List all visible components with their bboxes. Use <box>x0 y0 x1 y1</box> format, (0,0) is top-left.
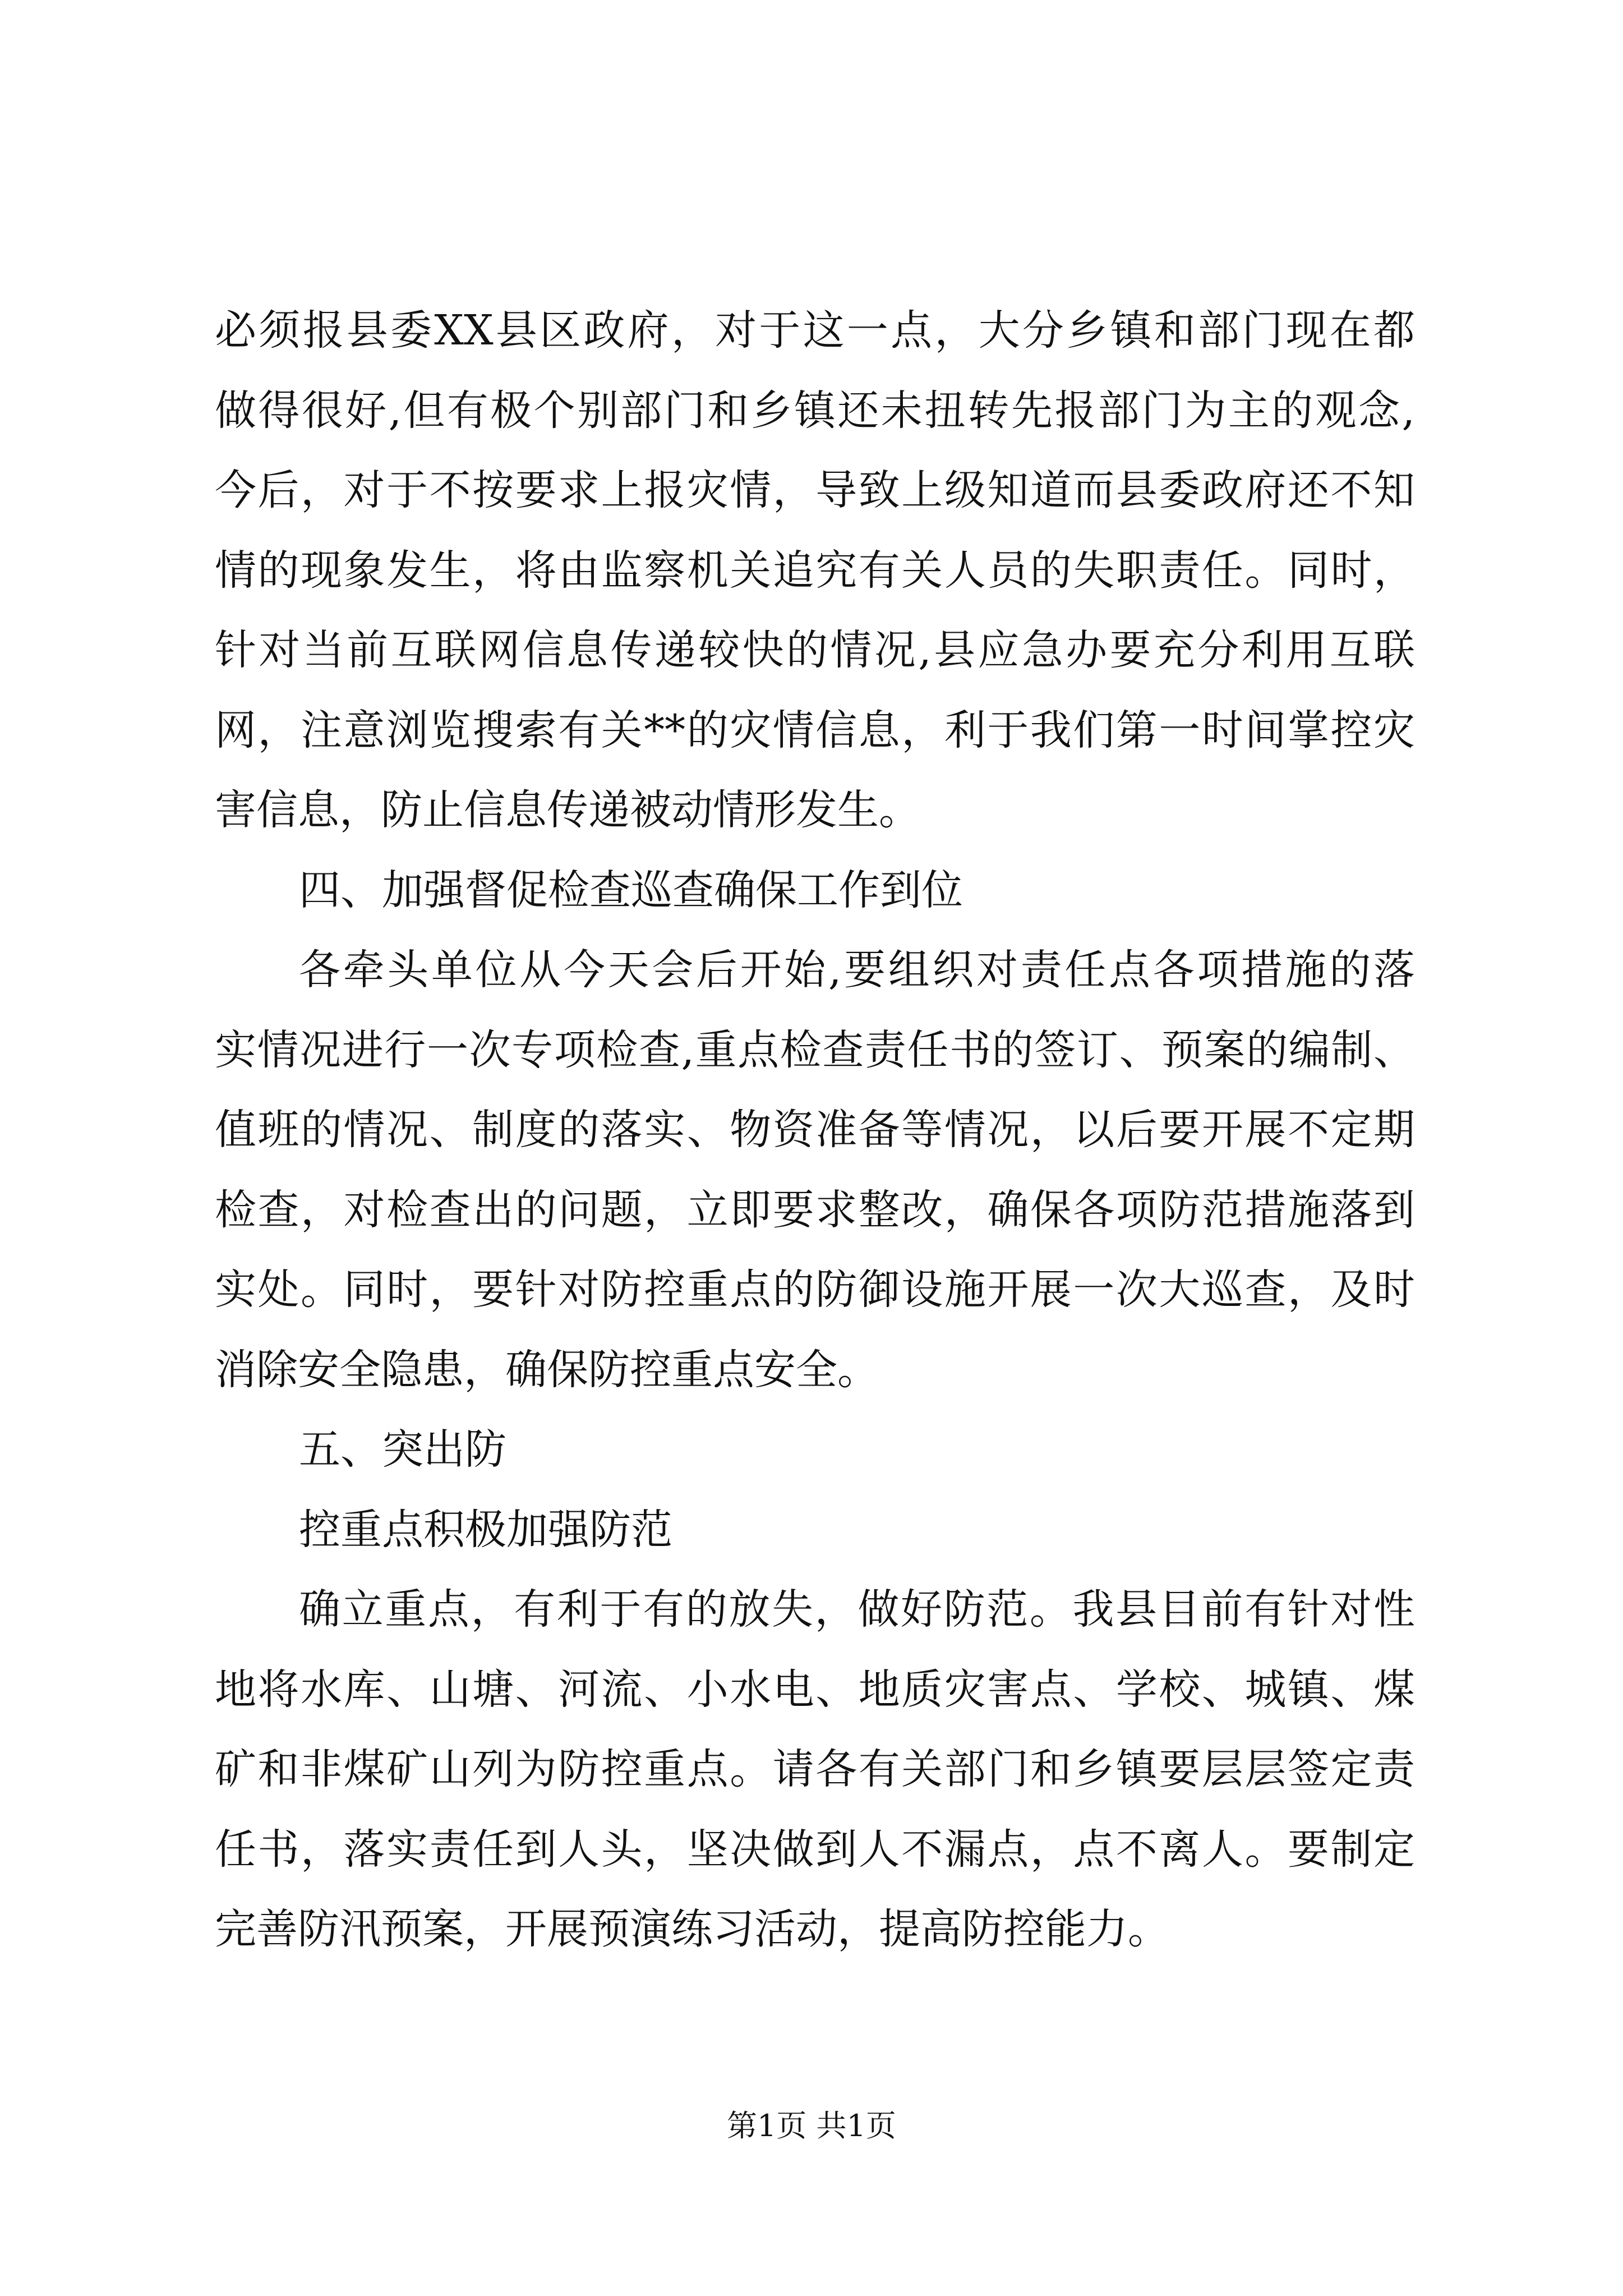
text-line: 针对当前互联网信息传递较快的情况,县应急办要充分利用互联 <box>215 626 1415 674</box>
text-line: 害信息，防止信息传递被动情形发生。 <box>215 786 920 834</box>
text-line: 今后，对于不按要求上报灾情，导致上级知道而县委政府还不知 <box>215 466 1415 514</box>
text-line: 情的现象发生，将由监察机关追究有关人员的失职责任。同时， <box>215 546 1415 595</box>
text-line: 确立重点，有利于有的放失，做好防范。我县目前有针对性 <box>299 1585 1415 1634</box>
text-line: 完善防汛预案，开展预演练习活动，提高防控能力。 <box>215 1905 1169 1953</box>
text-line: 任书，落实责任到人头，坚决做到人不漏点，点不离人。要制定 <box>215 1825 1415 1874</box>
text-line: 网，注意浏览搜索有关**的灾情信息，利于我们第一时间掌控灾 <box>215 706 1415 754</box>
section-heading-continued: 控重点积极加强防范 <box>299 1505 672 1554</box>
page-footer <box>0 2106 1623 2146</box>
document-body <box>215 291 1415 1970</box>
text-line: 消除安全隐患，确保防控重点安全。 <box>215 1345 879 1394</box>
text-line: 实处。同时，要针对防控重点的防御设施开展一次大巡查，及时 <box>215 1266 1415 1314</box>
text-line: 地将水库、山塘、河流、小水电、地质灾害点、学校、城镇、煤 <box>215 1665 1415 1714</box>
text-line: 检查，对检查出的问题，立即要求整改，确保各项防范措施落到 <box>215 1185 1415 1234</box>
text-line: 必须报县委XX县区政府，对于这一点，大分乡镇和部门现在都 <box>215 306 1415 355</box>
text-line: 值班的情况、制度的落实、物资准备等情况，以后要开展不定期 <box>215 1106 1415 1154</box>
text-line: 实情况进行一次专项检查,重点检查责任书的签订、预案的编制、 <box>215 1025 1415 1074</box>
page-number-label: 第1页 共1页 <box>727 2108 896 2143</box>
section-heading: 四、加强督促检查巡查确保工作到位 <box>299 866 963 914</box>
text-line: 各牵头单位从今天会后开始,要组织对责任点各项措施的落 <box>299 946 1415 994</box>
text-line: 矿和非煤矿山列为防控重点。请各有关部门和乡镇要层层签定责 <box>215 1745 1415 1793</box>
text-line: 做得很好,但有极个别部门和乡镇还未扭转先报部门为主的观念, <box>215 386 1415 435</box>
section-heading: 五、突出防 <box>299 1425 506 1474</box>
